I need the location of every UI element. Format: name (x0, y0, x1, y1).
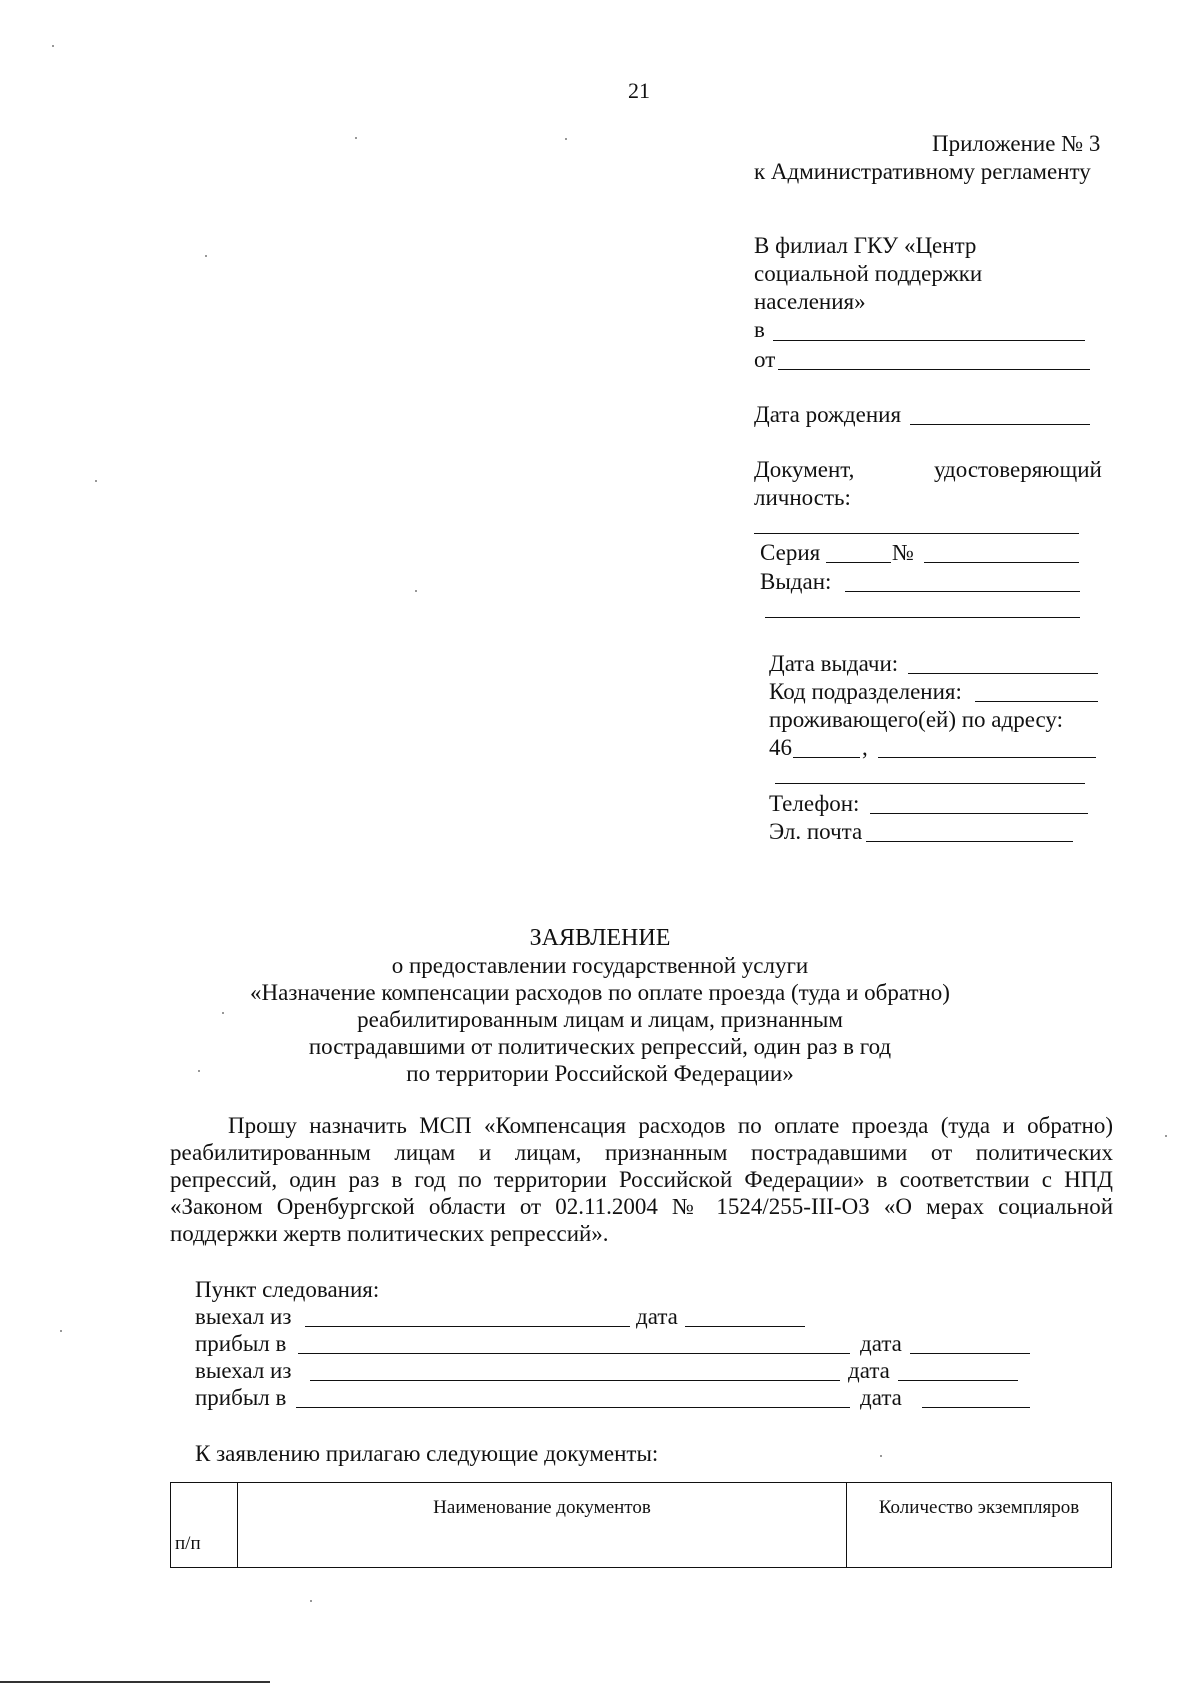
region-code: 46 (769, 735, 792, 760)
date-label-2: дата (860, 1331, 902, 1356)
scan-speck (880, 1455, 882, 1457)
in-field[interactable] (773, 340, 1085, 341)
scan-speck (95, 480, 97, 482)
address-comma: , (862, 735, 868, 760)
issued-field-continuation[interactable] (765, 617, 1080, 618)
division-code-field[interactable] (975, 701, 1098, 702)
birth-date-field[interactable] (910, 424, 1090, 425)
residing-label: проживающего(ей) по адресу: (769, 707, 1063, 732)
addressee-line-2: социальной поддержки (754, 261, 983, 286)
scan-speck (60, 1330, 62, 1332)
appendix-number: Приложение № 3 (932, 131, 1101, 156)
issued-label: Выдан: (760, 569, 832, 594)
travel-heading: Пункт следования: (195, 1277, 380, 1302)
address-field-1[interactable] (793, 757, 860, 758)
statement-title: ЗАЯВЛЕНИЕ (529, 925, 671, 951)
division-code-label: Код подразделения: (769, 679, 962, 704)
date-field-3[interactable] (898, 1380, 1018, 1381)
date-label-1: дата (636, 1304, 678, 1329)
date-field-4[interactable] (922, 1407, 1030, 1408)
series-label: Серия (760, 540, 821, 565)
departed-from-field-1[interactable] (305, 1326, 630, 1327)
attachments-table (170, 1482, 1112, 1568)
arrived-label-1: прибыл в (195, 1331, 287, 1356)
scan-speck (415, 590, 417, 592)
scan-speck (310, 1600, 312, 1602)
phone-label: Телефон: (769, 791, 860, 816)
issue-date-field[interactable] (908, 673, 1098, 674)
number-sign: № (892, 540, 914, 565)
date-label-4: дата (860, 1385, 902, 1410)
column-copies-header: Количество экземпляров (847, 1483, 1112, 1568)
date-label-3: дата (848, 1358, 890, 1383)
addressee-line-1: В филиал ГКУ «Центр (754, 233, 977, 258)
arrived-at-field-2[interactable] (296, 1407, 850, 1408)
address-field-2[interactable] (878, 757, 1096, 758)
date-field-1[interactable] (685, 1326, 805, 1327)
page-number: 21 (628, 78, 650, 103)
departed-label-1: выехал из (195, 1304, 292, 1329)
from-field[interactable] (778, 369, 1090, 370)
body-line-2: реабилитированным лицам и лицам, признанным пострадавшими от политических (170, 1140, 1113, 1165)
identity-document-label-right: удостоверяющий (934, 457, 1102, 482)
statement-subtitle-4: пострадавшими от политических репрессий, один раз в год (308, 1034, 892, 1059)
departed-label-2: выехал из (195, 1358, 292, 1383)
email-label: Эл. почта (769, 819, 863, 844)
column-number-header: п/п (171, 1483, 238, 1568)
identity-document-field[interactable] (754, 533, 1079, 534)
address-field-3[interactable] (775, 783, 1085, 784)
from-label: от (754, 347, 776, 372)
statement-subtitle-3: реабилитированным лицам и лицам, признанным (357, 1007, 843, 1032)
date-field-2[interactable] (910, 1353, 1030, 1354)
regulation-reference: к Административному регламенту (754, 159, 1091, 184)
scan-speck (355, 137, 357, 139)
statement-subtitle-5: по территории Российской Федерации» (406, 1061, 794, 1086)
email-field[interactable] (866, 841, 1073, 842)
identity-document-label-left: Документ, (754, 457, 855, 482)
statement-subtitle-1: о предоставлении государственной услуги (391, 953, 809, 978)
phone-field[interactable] (870, 813, 1088, 814)
table-header-row (171, 1483, 1112, 1568)
in-label: в (754, 317, 765, 342)
scan-speck (565, 138, 567, 140)
number-field[interactable] (924, 562, 1079, 563)
issue-date-label: Дата выдачи: (769, 651, 899, 676)
statement-subtitle-2: «Назначение компенсации расходов по оплате проезда (туда и обратно) (250, 980, 950, 1005)
body-line-1: Прошу назначить МСП «Компенсация расходов по оплате проезда (туда и обратно) (228, 1113, 1113, 1138)
bottom-edge-rule (0, 1681, 270, 1683)
column-documents-header: Наименование документов (238, 1483, 847, 1568)
series-field[interactable] (826, 562, 891, 563)
identity-document-label-2: личность: (754, 485, 851, 510)
addressee-line-3: населения» (754, 289, 866, 314)
birth-date-label: Дата рождения (754, 402, 902, 427)
arrived-label-2: прибыл в (195, 1385, 287, 1410)
scan-speck (52, 45, 54, 47)
arrived-at-field-1[interactable] (298, 1353, 850, 1354)
scan-speck (205, 255, 207, 257)
body-line-3: репрессий, один раз в год по территории Российской Федерации» в соответствии с НПД (170, 1167, 1113, 1192)
body-line-5: поддержки жертв политических репрессий». (170, 1221, 609, 1246)
scan-speck (222, 1012, 224, 1014)
scan-speck (1165, 1135, 1167, 1137)
body-line-4: «Законом Оренбургской области от 02.11.2004 № 1524/255-III-ОЗ «О мерах социальной (170, 1194, 1113, 1219)
issued-field[interactable] (845, 591, 1080, 592)
scan-speck (198, 1070, 200, 1072)
attachments-heading: К заявлению прилагаю следующие документы: (195, 1441, 659, 1466)
departed-from-field-2[interactable] (310, 1380, 840, 1381)
